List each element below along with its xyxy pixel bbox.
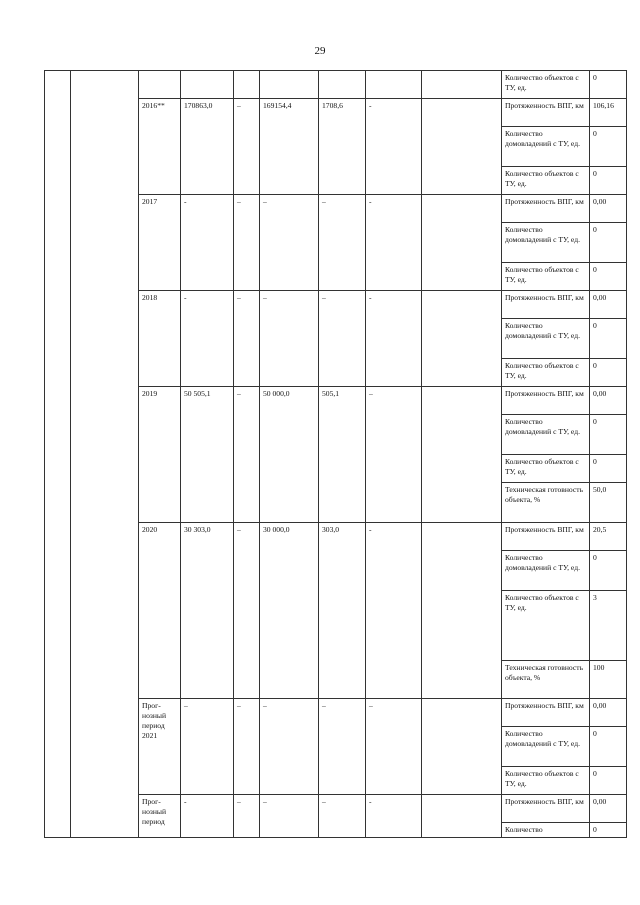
indicator-value: 106,16: [590, 99, 627, 127]
total-cell: 50 505,1: [181, 387, 234, 523]
indicator-value: 0: [590, 127, 627, 167]
indicator-value: 0: [590, 823, 627, 838]
indicator-label: Количество объектов с ТУ, ед.: [502, 71, 590, 99]
indicator-label: Количество домовладений с ТУ, ед.: [502, 727, 590, 767]
c4-cell: –: [366, 699, 422, 795]
c4-cell: -: [366, 523, 422, 699]
c1-cell: –: [234, 195, 260, 291]
total-cell: [181, 71, 234, 99]
empty-cell: [422, 195, 502, 291]
indicator-label: Протяженность ВПГ, км: [502, 795, 590, 823]
c3-cell: –: [319, 195, 366, 291]
year-cell: 2016**: [139, 99, 181, 195]
c3-cell: –: [319, 699, 366, 795]
indicator-value: 0: [590, 71, 627, 99]
indicator-label: Протяженность ВПГ, км: [502, 387, 590, 415]
c3-cell: [319, 71, 366, 99]
empty-cell: [422, 71, 502, 99]
indicator-value: 0,00: [590, 699, 627, 727]
c4-cell: –: [366, 387, 422, 523]
c3-cell: –: [319, 795, 366, 838]
c2-cell: –: [260, 195, 319, 291]
year-cell: 2017: [139, 195, 181, 291]
indicator-label: Количество объектов с ТУ, ед.: [502, 167, 590, 195]
empty-cell: [422, 291, 502, 387]
total-cell: -: [181, 291, 234, 387]
indicator-value: 0: [590, 167, 627, 195]
c3-cell: 505,1: [319, 387, 366, 523]
total-cell: –: [181, 699, 234, 795]
indicator-value: 0: [590, 223, 627, 263]
indicator-label: Количество домовладений с ТУ, ед.: [502, 415, 590, 455]
c1-cell: –: [234, 387, 260, 523]
indicator-value: 0,00: [590, 795, 627, 823]
total-cell: 30 303,0: [181, 523, 234, 699]
indicator-label: Количество объектов с ТУ, ед.: [502, 591, 590, 661]
total-cell: 170863,0: [181, 99, 234, 195]
col-b-cell: [71, 71, 139, 838]
c1-cell: [234, 71, 260, 99]
col-a-cell: [45, 71, 71, 838]
c2-cell: [260, 71, 319, 99]
year-cell: Прог-нозный период 2021: [139, 699, 181, 795]
table-row: [45, 71, 627, 99]
indicator-value: 0: [590, 319, 627, 359]
indicator-value: 0,00: [590, 195, 627, 223]
indicator-label: Количество объектов с ТУ, ед.: [502, 767, 590, 795]
indicator-label: Количество объектов с ТУ, ед.: [502, 359, 590, 387]
indicator-label: Техническая готовность объекта, %: [502, 483, 590, 523]
indicator-value: 20,5: [590, 523, 627, 551]
year-cell: Прог-нозный период: [139, 795, 181, 838]
c2-cell: 30 000,0: [260, 523, 319, 699]
indicator-label: Количество объектов с ТУ, ед.: [502, 455, 590, 483]
indicator-value: 50,0: [590, 483, 627, 523]
total-cell: -: [181, 795, 234, 838]
c2-cell: 50 000,0: [260, 387, 319, 523]
c4-cell: -: [366, 795, 422, 838]
indicator-label: Количество домовладений с ТУ, ед.: [502, 127, 590, 167]
indicator-value: 0: [590, 455, 627, 483]
c1-cell: –: [234, 795, 260, 838]
indicator-value: 0: [590, 551, 627, 591]
indicator-label: Количество: [502, 823, 590, 838]
year-cell: 2018: [139, 291, 181, 387]
total-cell: -: [181, 195, 234, 291]
c2-cell: –: [260, 699, 319, 795]
indicator-value: 0: [590, 359, 627, 387]
c1-cell: –: [234, 523, 260, 699]
empty-cell: [422, 699, 502, 795]
empty-cell: [422, 387, 502, 523]
empty-cell: [422, 523, 502, 699]
c4-cell: [366, 71, 422, 99]
indicator-label: Протяженность ВПГ, км: [502, 523, 590, 551]
indicator-value: 3: [590, 591, 627, 661]
indicator-value: 0: [590, 415, 627, 455]
indicator-value: 100: [590, 661, 627, 699]
c4-cell: -: [366, 195, 422, 291]
indicator-value: 0,00: [590, 387, 627, 415]
indicator-value: 0,00: [590, 291, 627, 319]
indicator-label: Количество домовладений с ТУ, ед.: [502, 223, 590, 263]
c3-cell: 1708,6: [319, 99, 366, 195]
c1-cell: –: [234, 291, 260, 387]
c4-cell: -: [366, 291, 422, 387]
c2-cell: –: [260, 291, 319, 387]
c3-cell: –: [319, 291, 366, 387]
indicator-value: 0: [590, 263, 627, 291]
c4-cell: -: [366, 99, 422, 195]
empty-cell: [422, 795, 502, 838]
empty-cell: [422, 99, 502, 195]
c2-cell: 169154,4: [260, 99, 319, 195]
year-cell: [139, 71, 181, 99]
year-cell: 2020: [139, 523, 181, 699]
indicator-label: Протяженность ВПГ, км: [502, 699, 590, 727]
page-number: 29: [314, 45, 326, 57]
year-cell: 2019: [139, 387, 181, 523]
indicator-label: Протяженность ВПГ, км: [502, 99, 590, 127]
c1-cell: –: [234, 99, 260, 195]
c3-cell: 303,0: [319, 523, 366, 699]
c2-cell: –: [260, 795, 319, 838]
indicator-label: Количество домовладений с ТУ, ед.: [502, 551, 590, 591]
indicator-value: 0: [590, 767, 627, 795]
indicator-label: Количество домовладений с ТУ, ед.: [502, 319, 590, 359]
c1-cell: –: [234, 699, 260, 795]
indicator-label: Техническая готовность объекта, %: [502, 661, 590, 699]
indicator-label: Количество объектов с ТУ, ед.: [502, 263, 590, 291]
indicator-label: Протяженность ВПГ, км: [502, 291, 590, 319]
program-table: [44, 70, 627, 838]
indicator-label: Протяженность ВПГ, км: [502, 195, 590, 223]
indicator-value: 0: [590, 727, 627, 767]
